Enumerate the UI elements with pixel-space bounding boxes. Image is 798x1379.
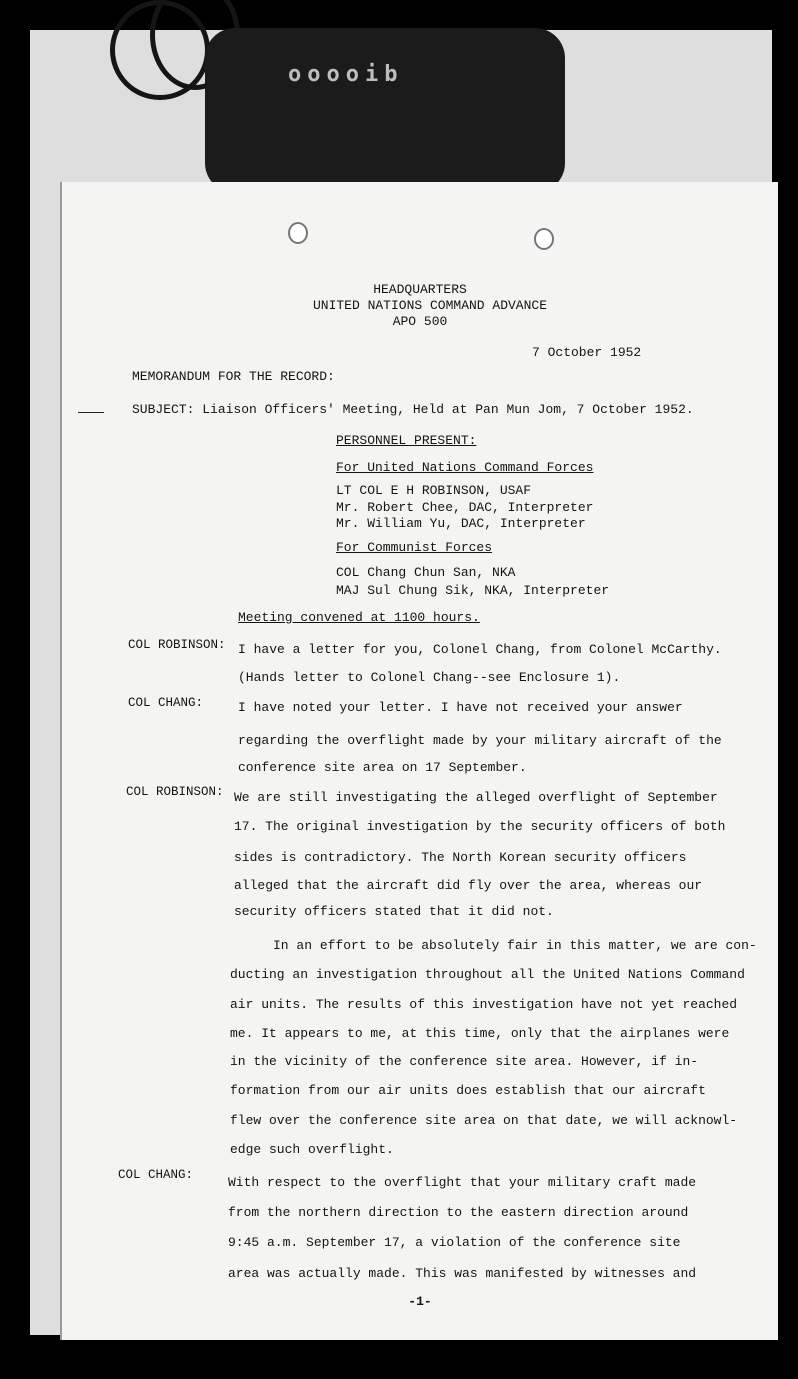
speech-line: flew over the conference site area on that date, we will acknowl- [230, 1113, 738, 1128]
header-line1: HEADQUARTERS [373, 282, 467, 297]
memo-title: MEMORANDUM FOR THE RECORD: [132, 369, 335, 384]
memo-page [62, 182, 778, 1340]
speech-line: 17. The original investigation by the security officers of both [234, 819, 726, 834]
speech-line: In an effort to be absolutely fair in this matter, we are con- [234, 938, 757, 953]
header-line2: UNITED NATIONS COMMAND ADVANCE [312, 298, 548, 313]
punch-hole [534, 228, 554, 250]
speaker-label: COL ROBINSON: [126, 785, 224, 799]
speech-line: alleged that the aircraft did fly over the area, whereas our [234, 878, 703, 893]
speaker-label: COL CHANG: [118, 1168, 194, 1182]
speech-line: We are still investigating the alleged overflight of September [234, 790, 718, 805]
speech-line: regarding the overflight made by your military aircraft of the [238, 733, 722, 748]
speech-line: I have a letter for you, Colonel Chang, from Colonel McCarthy. [238, 642, 722, 657]
speech-line: (Hands letter to Colonel Chang--see Enclosure 1). [238, 670, 621, 685]
speech-line: in the vicinity of the conference site area. However, if in- [230, 1054, 699, 1069]
speech-line: sides is contradictory. The North Korean security officers [234, 850, 687, 865]
clip-stamp: ooooib [288, 62, 404, 87]
margin-mark [78, 412, 104, 413]
communist-person: COL Chang Chun San, NKA [336, 565, 516, 580]
meeting-convened: Meeting convened at 1100 hours. [238, 610, 480, 625]
speech-line: formation from our air units does establish that our aircraft [230, 1083, 706, 1098]
page-number: -1- [408, 1294, 432, 1309]
un-person: Mr. William Yu, DAC, Interpreter [336, 516, 586, 531]
communist-person: MAJ Sul Chung Sik, NKA, Interpreter [336, 583, 610, 598]
memo-subject: SUBJECT: Liaison Officers' Meeting, Held at Pan Mun Jom, 7 October 1952. [132, 402, 694, 417]
memo-date: 7 October 1952 [532, 345, 642, 360]
speech-line: conference site area on 17 September. [238, 760, 527, 775]
un-forces-heading: For United Nations Command Forces [336, 460, 594, 475]
personnel-heading: PERSONNEL PRESENT: [336, 433, 477, 448]
un-person: Mr. Robert Chee, DAC, Interpreter [336, 500, 594, 515]
speaker-label: COL CHANG: [128, 696, 204, 710]
speech-line: edge such overflight. [230, 1142, 394, 1157]
speech-line: me. It appears to me, at this time, only that the airplanes were [230, 1026, 730, 1041]
punch-hole [288, 222, 308, 244]
header-line3: APO 500 [392, 314, 448, 329]
speech-line: area was actually made. This was manifested by witnesses and [228, 1266, 697, 1281]
speech-line: from the northern direction to the eastern direction around [228, 1205, 689, 1220]
speech-line: With respect to the overflight that your military craft made [228, 1175, 697, 1190]
speech-line: security officers stated that it did not. [234, 904, 554, 919]
communist-forces-heading: For Communist Forces [336, 540, 493, 555]
binder-clip [205, 28, 565, 193]
speech-line: I have noted your letter. I have not received your answer [238, 700, 683, 715]
speaker-label: COL ROBINSON: [128, 638, 226, 652]
speech-line: ducting an investigation throughout all the United Nations Command [230, 967, 745, 982]
un-person: LT COL E H ROBINSON, USAF [336, 483, 532, 498]
speech-line: 9:45 a.m. September 17, a violation of the conference site [228, 1235, 681, 1250]
speech-line: air units. The results of this investigation have not yet reached [230, 997, 738, 1012]
